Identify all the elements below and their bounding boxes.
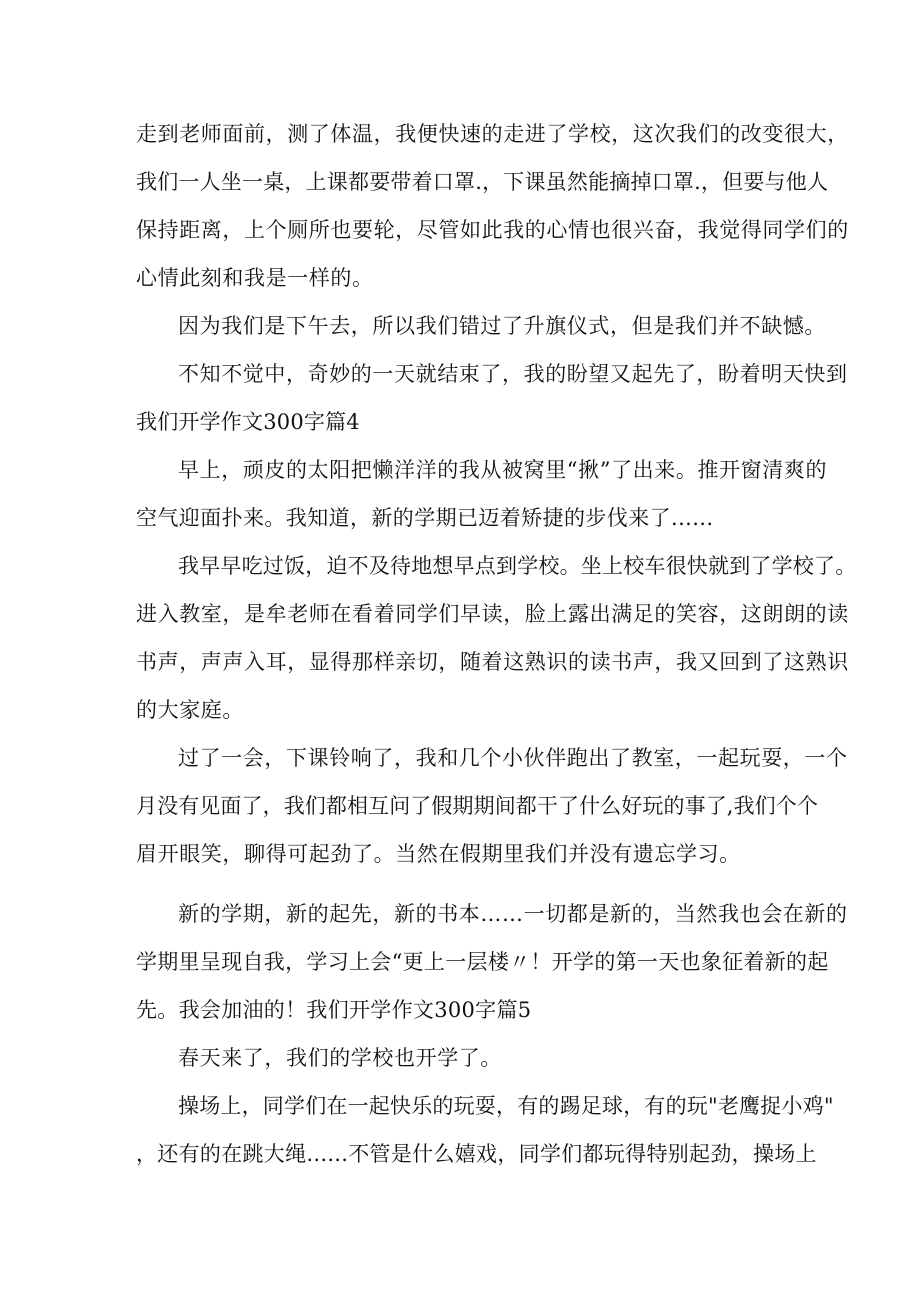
text-line: 先。我会加油的！我们开学作文300字篇5 (136, 998, 532, 1022)
text-line: 因为我们是下午去，所以我们错过了升旗仪式，但是我们并不缺憾。 (178, 314, 826, 338)
text-line: 操场上，同学们在一起快乐的玩耍，有的踢足球，有的玩"老鹰捉小鸡" (178, 1094, 834, 1118)
text-line: 春天来了，我们的学校也开学了。 (178, 1046, 502, 1070)
text-line: 走到老师面前，测了体温，我便快速的走进了学校，这次我们的改变很大， (136, 122, 849, 146)
text-line: 不知不觉中，奇妙的一天就结束了，我的盼望又起先了，盼着明天快到 (178, 362, 848, 386)
text-line: 心情此刻和我是一样的。 (136, 266, 374, 290)
text-line: 的大家庭。 (136, 698, 244, 722)
text-line: 书声，声声入耳，显得那样亲切，随着这熟识的读书声，我又回到了这熟识 (136, 650, 849, 674)
text-line: 过了一会，下课铃响了，我和几个小伙伴跑出了教室，一起玩耍，一个 (178, 746, 848, 770)
text-line: 早上，顽皮的太阳把懒洋洋的我从被窝里“揪”了出来。推开窗清爽的 (178, 458, 828, 482)
text-line: 眉开眼笑，聊得可起劲了。当然在假期里我们并没有遗忘学习。 (136, 842, 741, 866)
text-line: 进入教室，是牟老师在看着同学们早读，脸上露出满足的笑容，这朗朗的读 (136, 602, 849, 626)
text-line: 保持距离，上个厕所也要轮，尽管如此我的心情也很兴奋，我觉得同学们的 (136, 218, 849, 242)
text-line: 空气迎面扑来。我知道，新的学期已迈着矫捷的步伐来了...... (136, 506, 714, 530)
text-line: 学期里呈现自我，学习上会“更上一层楼〃！开学的第一天也象征着新的起 (136, 950, 829, 974)
text-line: 新的学期，新的起先，新的书本……一切都是新的，当然我也会在新的 (178, 902, 848, 926)
text-line: 月没有见面了，我们都相互问了假期期间都干了什么好玩的事了,我们个个 (136, 794, 818, 818)
text-line: ，还有的在跳大绳......不管是什么嬉戏，同学们都玩得特别起劲，操场上 (136, 1142, 817, 1166)
text-line: 我早早吃过饭，迫不及待地想早点到学校。坐上校车很快就到了学校了。 (178, 554, 857, 578)
section-heading: 我们开学作文300字篇4 (136, 410, 360, 434)
text-line: 我们一人坐一桌，上课都要带着口罩.，下课虽然能摘掉口罩.，但要与他人 (136, 170, 829, 194)
